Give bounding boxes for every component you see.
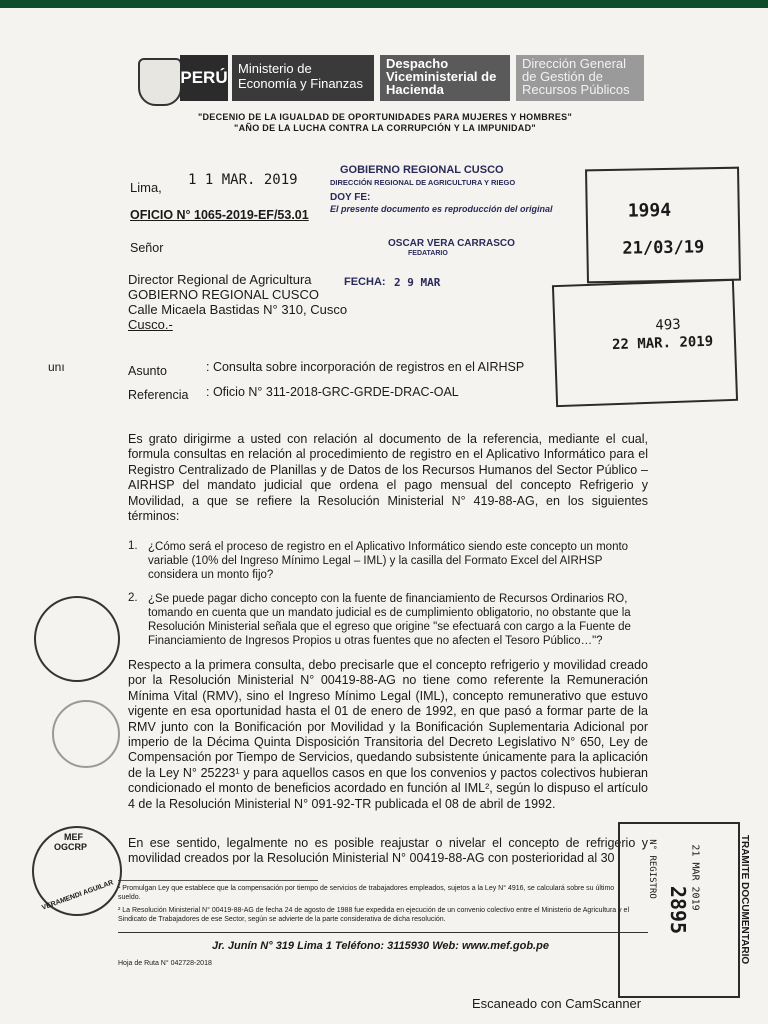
circular-seal-top <box>34 596 120 682</box>
paragraph-intro: Es grato dirigirme a usted con relación al documento de la referencia, mediante el cual, formula consultas en relación al procedimiento de registro en el Aplicativo Informático para el Registro Centralizado de Planillas y de Datos de los Recursos Humanos del Sector Público – AIRHSP del mandato judicial que ordena el pago mensual del concepto Refrigerio y Movilidad, a que se refiere la Resolución Ministerial N° 419-88-AG, en los siguientes términos: <box>128 432 648 524</box>
tramite-title: TRAMITE DOCUMENTARIO <box>739 834 751 965</box>
despacho-logo: Despacho Viceministerial de Hacienda <box>380 55 510 101</box>
salutation: Señor <box>130 241 164 255</box>
direccion-logo: Dirección General de Gestión de Recursos Públicos <box>516 55 644 101</box>
mef-seal-title: MEF <box>64 832 83 842</box>
faded-seal <box>52 700 120 768</box>
lima-label: Lima, <box>130 180 162 195</box>
recipient-line: Director Regional de Agricultura <box>128 272 312 287</box>
paragraph-response: Respecto a la primera consulta, debo precisarle que el concepto refrigerio y movilidad creado por la Resolución Ministerial N° 00419-88-AG no tiene como referente la Remuneración Mínima Vital (RMV), sino el Ingreso Mínimo Legal (IML), concepto remunerativo que estuvo vigente en esa oportunidad hasta el 01 de enero de 1992, en que pasó a formar parte de la RMV junto con la Bonificación por Movilidad y la Bonificación Suplementaria Adicional por imperio de la Décima Quinta Disposición Transitoria del Decreto Legislativo N° 650, Ley de Compensación por Tiempo de Servicios, quedando subsistente únicamente para la aplicación de la Ley N° 25223¹ y para aquellos casos en que los convenios y pactos colectivos hubieran condicionado el monto de beneficios acordado en función al IML², según lo dispuso el artículo 4 de la Resolución Ministerial N° 091-92-TR publicada el 08 de abril de 1992. <box>128 658 648 811</box>
handwritten-date: 1 1 MAR. 2019 <box>188 172 298 188</box>
coat-of-arms-icon <box>138 58 182 106</box>
asunto-label: Asunto <box>128 364 167 378</box>
recipient-line: Cusco.- <box>128 317 173 332</box>
asunto-value: : Consulta sobre incorporación de registros en el AIRHSP <box>206 360 525 374</box>
stamp-fedatario-role: FEDATARIO <box>408 250 448 257</box>
mef-seal-office: OGCRP <box>54 842 88 852</box>
mef-seal <box>32 826 122 916</box>
referencia-label: Referencia <box>128 388 189 402</box>
margin-mark: unı <box>48 360 65 374</box>
stamp-gobierno: GOBIERNO REGIONAL CUSCO <box>340 164 504 176</box>
referencia-value: : Oficio N° 311-2018-GRC-GRDE-DRAC-OAL <box>206 385 459 399</box>
footer-divider <box>118 932 648 933</box>
tramite-stamp <box>618 822 751 998</box>
recipient-line: Calle Micaela Bastidas N° 310, Cusco <box>128 302 348 317</box>
item-number: 1. <box>128 540 138 552</box>
recipient-line: GOBIERNO REGIONAL CUSCO <box>128 287 319 302</box>
footnote-divider <box>118 880 318 881</box>
motto-line-2: "AÑO DE LA LUCHA CONTRA LA CORRUPCIÓN Y LA IMPUNIDAD" <box>234 123 536 133</box>
item-number: 2. <box>128 592 138 604</box>
stamp-doy-fe: DOY FE: <box>330 192 371 203</box>
stamp-1-date: 21/03/19 <box>622 237 705 259</box>
question-2: ¿Se puede pagar dicho concepto con la fuente de financiamiento de Recursos Ordinarios RO, tomando en cuenta que un mandato judicial es de cumplimiento obligatorio, no obstante que la Resolución Ministerial señala que el egreso que origine "se efectuará con cargo a la Fuente de Financiamiento de Ingresos Propios u otras fuentes que no afecten el Tesoro Público…"? <box>148 593 631 647</box>
footer-contact: Jr. Junín N° 319 Lima 1 Teléfono: 3115930 Web: www.mef.gob.pe <box>212 940 549 952</box>
ministry-logo: Ministerio de Economía y Finanzas <box>232 55 374 101</box>
tramite-date: 21 MAR 2019 <box>689 844 701 911</box>
footnote-1: ¹ Promulgan Ley que establece que la compensación por tiempo de servicios de trabajadores empleados, sujetos a la Ley N° 4916, se calculará sobre su último sueldo. <box>118 885 615 901</box>
paragraph-conclusion: En ese sentido, legalmente no es posible reajustar o nivelar el concepto de refrigerio y movilidad creados por la Resolución Ministerial N° 00419-88-AG con posterioridad al 30 <box>128 836 648 866</box>
oficio-number: OFICIO N° 1065-2019-EF/53.01 <box>130 208 309 222</box>
peru-logo: PERÚ <box>180 55 228 101</box>
reception-stamp-1 <box>585 167 741 284</box>
footnote-2: ² La Resolución Ministerial N° 00419-88-AG de fecha 24 de agosto de 1988 fue expedida en ejecución de un convenio colectivo entre el Ministerio de Agricultura y el Sindicato de Trabajadores de ese Sector, según se advierte de la parte considerativa de dicha resolución. <box>118 907 629 923</box>
stamp-fedatario-name: OSCAR VERA CARRASCO <box>388 238 515 249</box>
stamp-copy-note: El presente documento es reproducción del original <box>330 204 553 214</box>
top-scan-edge <box>0 0 768 8</box>
stamp-1-number: 1994 <box>627 199 672 222</box>
stamp-2-date: 22 MAR. 2019 <box>611 333 714 354</box>
tramite-registro-label: N° REGISTRO <box>646 839 657 899</box>
question-1: ¿Cómo será el proceso de registro en el Aplicativo Informático siendo este concepto un monto variable (10% del Ingreso Mínimo Legal – IML) y la casilla del Formato Excel del AIRHSP considera un monto fijo? <box>148 541 629 581</box>
stamp-direccion: DIRECCIÓN REGIONAL DE AGRICULTURA Y RIEGO <box>330 178 516 187</box>
scanner-watermark: Escaneado con CamScanner <box>472 996 642 1011</box>
reception-stamp-2 <box>552 279 738 407</box>
motto-line-1: "DECENIO DE LA IGUALDAD DE OPORTUNIDADES PARA MUJERES Y HOMBRES" <box>197 112 573 122</box>
stamp-2-number: 493 <box>655 316 681 334</box>
tramite-number: 2895 <box>666 885 691 935</box>
stamp-fecha-label: FECHA: <box>344 276 386 288</box>
stamp-fecha-value: 2 9 MAR <box>394 276 441 289</box>
route-sheet: Hoja de Ruta N° 042728-2018 <box>118 960 212 967</box>
mef-seal-name: VERAMENDI AGUILAR <box>41 879 115 912</box>
